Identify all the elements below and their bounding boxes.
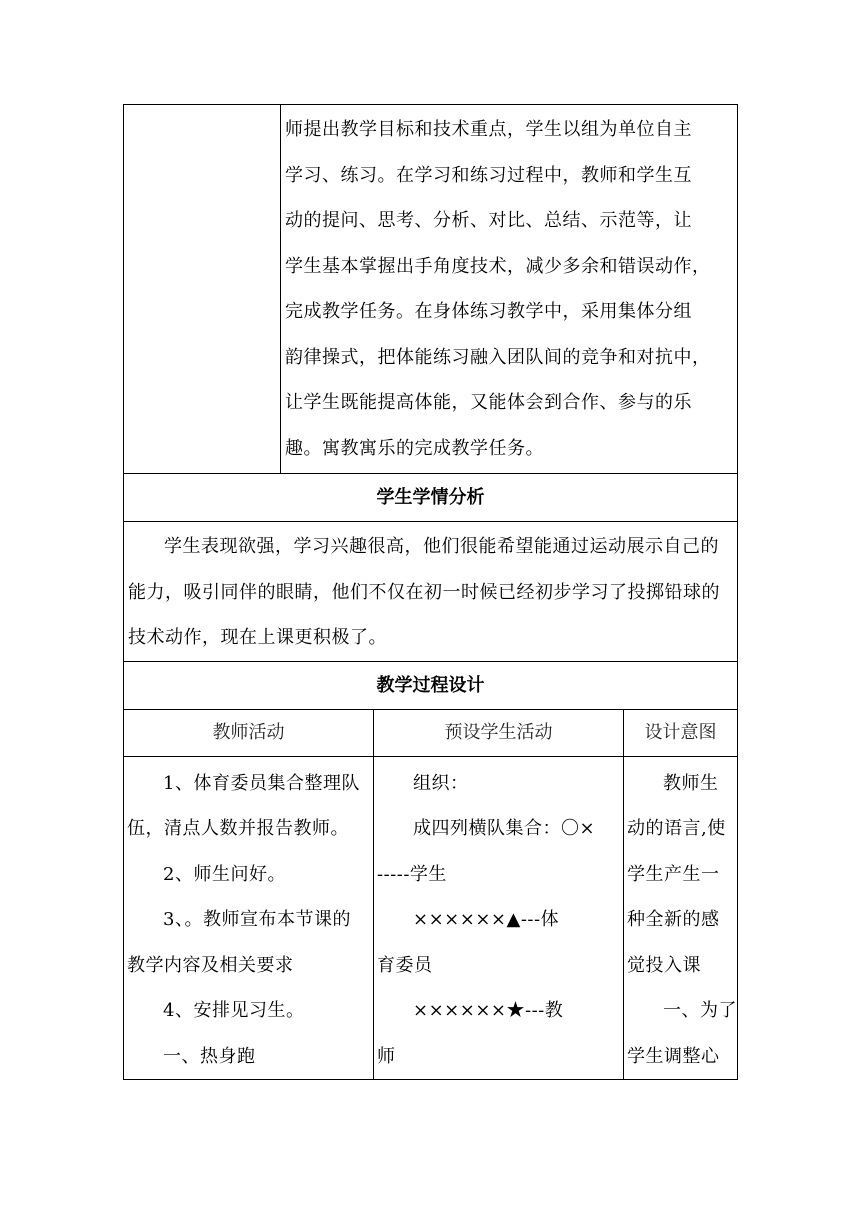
analysis-body-row — [124, 522, 738, 662]
column-header-teacher: 教师活动 — [124, 709, 374, 756]
intro-row — [124, 105, 738, 474]
design-intent-line: 一、为了 — [663, 1000, 737, 1021]
column-header-student: 预设学生活动 — [374, 709, 624, 756]
teacher-activity-line: 3、。教师宣布本节课的 — [163, 909, 351, 930]
intro-line: 让学生既能提高体能，又能体会到合作、参与的乐 — [285, 392, 692, 413]
teacher-activity-line: 1、体育委员集合整理队 — [163, 772, 360, 794]
design-intent-line: 觉投入课 — [627, 954, 701, 976]
intro-line: 师提出教学目标和技术重点，学生以组为单位自主 — [285, 119, 692, 140]
teacher-activity-line: 一、热身跑 — [163, 1045, 256, 1067]
process-heading-row — [124, 661, 738, 709]
teacher-activity-cell — [124, 756, 374, 1080]
teacher-activity-line: 4、安排见习生。 — [163, 1000, 305, 1021]
student-activity-cell — [374, 756, 624, 1080]
design-intent-line: 动的语言,使 — [627, 818, 726, 839]
process-column-headers — [124, 709, 738, 756]
intro-line: 学生基本掌握出手角度技术，减少多余和错误动作， — [285, 255, 711, 277]
analysis-heading-row — [124, 474, 738, 522]
design-intent-line: 教师生 — [663, 772, 719, 794]
intro-text-cell — [281, 105, 738, 474]
document-page — [123, 104, 737, 1080]
student-activity-line: 成四列横队集合：〇× — [413, 818, 596, 839]
intro-line: 韵律操式，把体能练习融入团队间的竞争和对抗中， — [285, 346, 711, 368]
design-intent-line: 学生产生一 — [627, 863, 720, 885]
intro-left-cell — [124, 105, 281, 474]
lesson-plan-table — [123, 104, 738, 1080]
design-intent-line: 学生调整心 — [627, 1045, 720, 1067]
student-activity-line: -----学生 — [377, 863, 447, 885]
design-intent-cell — [624, 756, 738, 1080]
student-activity-line: 师 — [377, 1045, 396, 1067]
student-activity-line: ××××××▲---体 — [413, 909, 560, 930]
column-header-intent: 设计意图 — [624, 709, 738, 756]
teacher-activity-line: 教学内容及相关要求 — [127, 954, 294, 976]
process-heading: 教学过程设计 — [124, 661, 738, 709]
teacher-activity-line: 伍，清点人数并报告教师。 — [127, 818, 349, 839]
student-activity-line: 组织： — [413, 772, 469, 794]
process-body-row — [124, 756, 738, 1080]
student-activity-line: ××××××★---教 — [413, 1000, 564, 1021]
student-activity-line: 育委员 — [377, 954, 433, 976]
intro-line: 学习、练习。在学习和练习过程中，教师和学生互 — [285, 164, 692, 186]
intro-line: 动的提问、思考、分析、对比、总结、示范等，让 — [285, 210, 692, 231]
analysis-heading: 学生学情分析 — [124, 474, 738, 522]
design-intent-line: 种全新的感 — [627, 909, 720, 930]
intro-line: 完成教学任务。在身体练习教学中，采用集体分组 — [285, 301, 692, 322]
teacher-activity-line: 2、师生问好。 — [163, 863, 286, 885]
analysis-paragraph: 学生表现欲强，学习兴趣很高，他们很能希望能通过运动展示自己的能力，吸引同伴的眼睛，他们不仅在初一时候已经初步学习了投掷铅球的技术动作，现在上课更积极了。 — [124, 522, 738, 662]
intro-line: 趣。寓教寓乐的完成教学任务。 — [285, 437, 544, 459]
